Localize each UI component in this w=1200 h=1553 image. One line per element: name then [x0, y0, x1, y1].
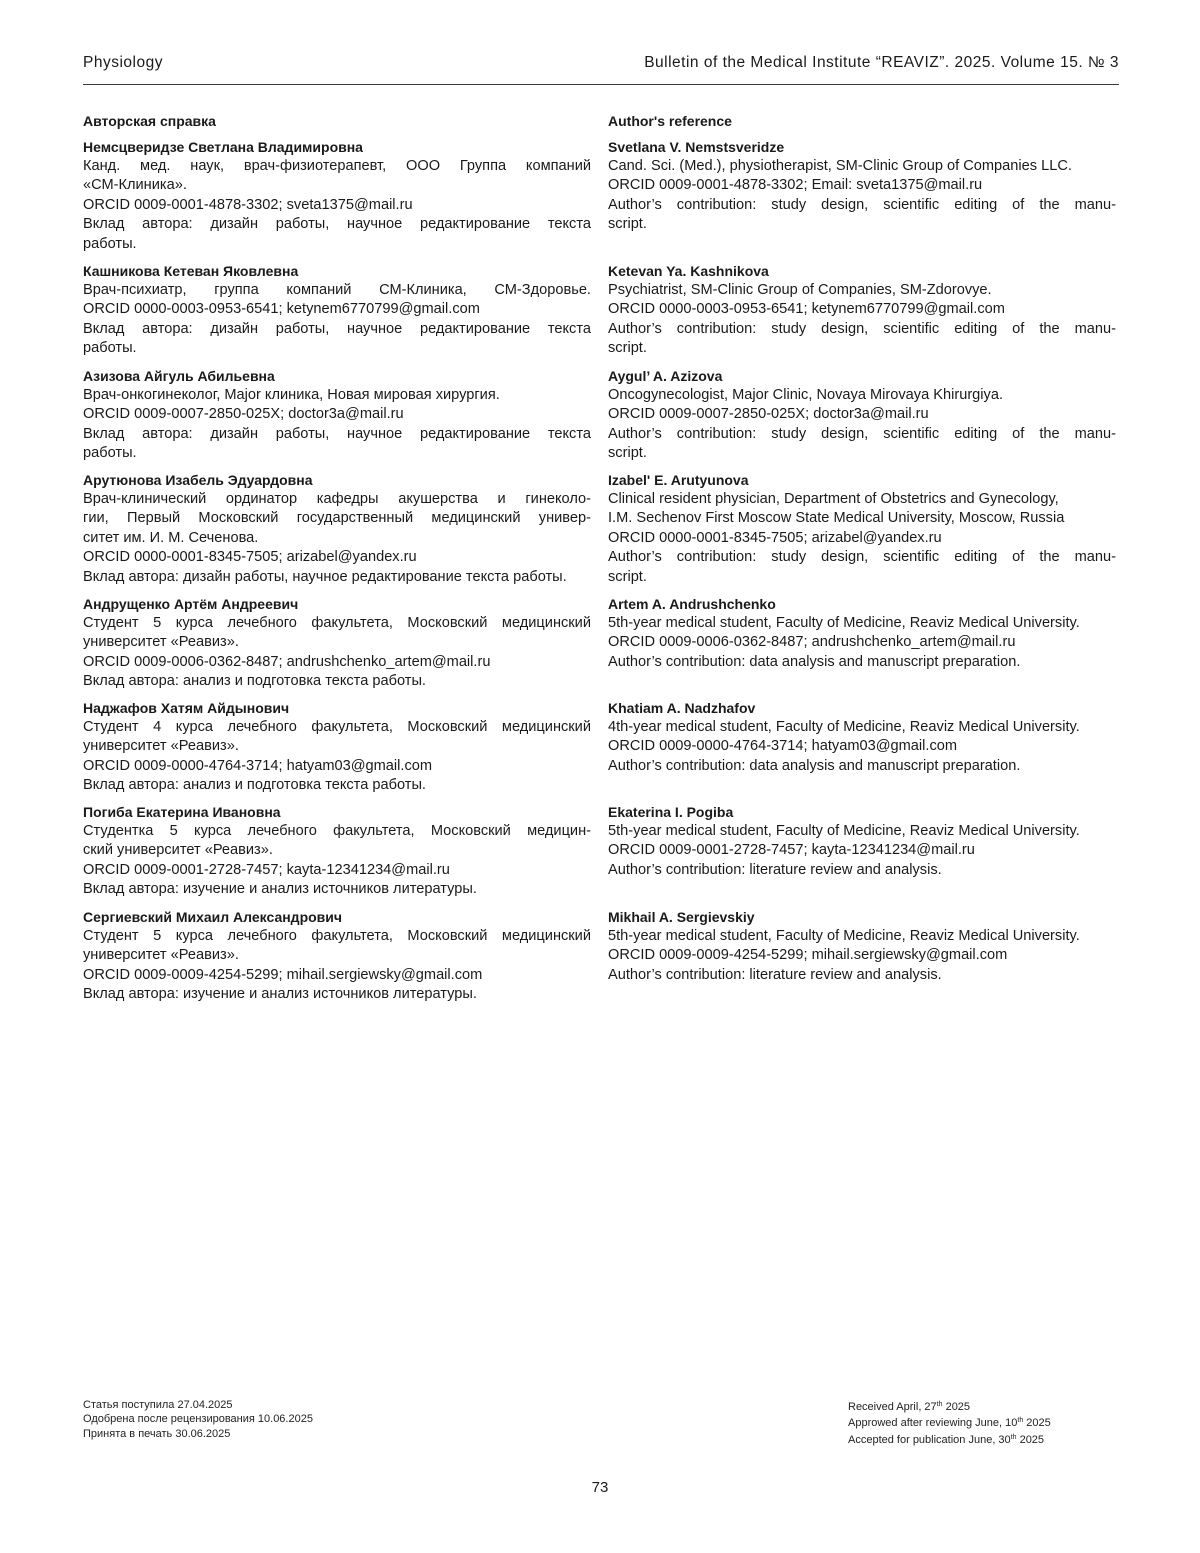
approved-date-en: Approwed after reviewing June, 10th 2025 — [848, 1417, 1051, 1430]
author-info-line: Author’s contribution: study design, scientific editing of the manu- — [608, 320, 1116, 337]
author-info-line: Вклад автора: дизайн работы, научное редактирование текста — [83, 425, 591, 442]
author-name: Svetlana V. Nemstsveridze — [608, 139, 785, 155]
author-info-line: Oncogynecologist, Major Clinic, Novaya Mirovaya Khirurgiya. — [608, 387, 1004, 403]
received-date-en: Received April, 27th 2025 — [848, 1401, 971, 1413]
author-info-line: Author’s contribution: study design, scientific editing of the manu- — [608, 549, 1116, 566]
author-entry-ru — [83, 138, 591, 254]
author-info-line: ORCID 0009-0001-2728-7457; kayta-12341234@mail.ru — [83, 861, 450, 878]
author-info-line: Author’s contribution: data analysis and manuscript preparation. — [608, 653, 1021, 670]
author-info-line: «СМ-Клиника». — [83, 177, 187, 194]
author-name: Наджафов Хатям Айдынович — [83, 700, 290, 716]
author-info-line: Psychiatrist, SM-Clinic Group of Companies, SM-Zdorovye. — [608, 282, 992, 298]
author-entry-ru — [83, 908, 591, 1005]
author-entry-en — [608, 908, 1116, 985]
author-name: Азизова Айгуль Абильевна — [83, 368, 275, 384]
author-info-line: ORCID 0009-0007-2850-025X; doctor3a@mail.ru — [608, 406, 929, 423]
author-info-line: Врач-психиатр, группа компаний СМ-Клиника, СМ-Здоровье. — [83, 282, 591, 298]
author-entry-ru — [83, 803, 591, 900]
author-info-line: ORCID 0009-0001-2728-7457; kayta-12341234@mail.ru — [608, 842, 975, 859]
author-info-line: 5th-year medical student, Faculty of Medicine, Reaviz Medical University. — [608, 928, 1080, 944]
author-info-line: Вклад автора: изучение и анализ источников литературы. — [83, 986, 477, 1003]
author-info-line: ORCID 0009-0001-4878-3302; sveta1375@mail.ru — [83, 196, 413, 213]
approved-date-ru: Одобрена после рецензирования 10.06.2025 — [83, 1413, 313, 1426]
author-info-line: script. — [608, 445, 647, 462]
section-title-ru: Авторская справка — [83, 113, 216, 129]
page-number: 73 — [591, 1479, 609, 1496]
author-info-line: ский университет «Реавиз». — [83, 842, 273, 859]
author-info-line: Cand. Sci. (Med.), physiotherapist, SM-Clinic Group of Companies LLC. — [608, 158, 1072, 174]
section-label: Physiology — [83, 54, 163, 71]
author-entry-en — [608, 471, 1116, 587]
author-entry-ru — [83, 262, 591, 359]
author-info-line: 5th-year medical student, Faculty of Medicine, Reaviz Medical University. — [608, 615, 1080, 631]
author-name: Artem A. Andrushchenko — [608, 596, 776, 612]
running-header — [83, 54, 1119, 85]
author-name: Ketevan Ya. Kashnikova — [608, 263, 769, 279]
author-entry-en — [608, 803, 1116, 880]
author-info-line: ORCID 0000-0003-0953-6541; ketynem6770799@gmail.com — [608, 301, 1005, 318]
author-info-line: ORCID 0009-0000-4764-3714; hatyam03@gmail.com — [608, 738, 958, 755]
author-info-line: работы. — [83, 445, 137, 462]
author-info-line: гии, Первый Московский государственный медицинский универ- — [83, 510, 591, 527]
author-name: Mikhail A. Sergievskiy — [608, 909, 755, 925]
received-date-ru: Статья поступила 27.04.2025 — [83, 1399, 233, 1411]
author-reference-ru — [83, 112, 591, 1003]
author-entry-en — [608, 699, 1116, 776]
author-info-line: Clinical resident physician, Department of Obstetrics and Gynecology, — [608, 491, 1059, 507]
author-info-line: ORCID 0009-0009-4254-5299; mihail.sergiewsky@gmail.com — [83, 966, 483, 983]
author-info-line: Author’s contribution: study design, scientific editing of the manu- — [608, 425, 1116, 442]
author-info-line: работы. — [83, 235, 137, 252]
author-info-line: Студент 4 курса лечебного факультета, Московский медицинский — [83, 719, 591, 735]
author-name: Ekaterina I. Pogiba — [608, 804, 734, 820]
author-entry-en — [608, 595, 1116, 672]
author-info-line: I.M. Sechenov First Moscow State Medical University, Moscow, Russia — [608, 510, 1065, 527]
author-info-line: ORCID 0000-0001-8345-7505; arizabel@yandex.ru — [83, 549, 417, 566]
author-info-line: Врач-онкогинеколог, Major клиника, Новая мировая хирургия. — [83, 387, 500, 403]
author-info-line: ORCID 0009-0001-4878-3302; Email: sveta1375@mail.ru — [608, 177, 983, 194]
article-dates-ru — [83, 1398, 313, 1441]
section-title-en: Author's reference — [608, 113, 732, 129]
author-info-line: ORCID 0009-0006-0362-8487; andrushchenko_artem@mail.ru — [83, 653, 491, 670]
author-info-line: Author’s contribution: data analysis and manuscript preparation. — [608, 757, 1021, 774]
author-info-line: Врач-клинический ординатор кафедры акушерства и гинеколо- — [83, 491, 591, 507]
author-info-line: ORCID 0009-0006-0362-8487; andrushchenko_artem@mail.ru — [608, 634, 1016, 651]
author-info-line: ORCID 0009-0009-4254-5299; mihail.sergiewsky@gmail.com — [608, 947, 1008, 964]
author-name: Андрущенко Артём Андреевич — [83, 596, 299, 612]
author-info-line: Вклад автора: изучение и анализ источников литературы. — [83, 881, 477, 898]
author-entry-ru — [83, 595, 591, 692]
accepted-date-en: Accepted for publication June, 30th 2025 — [848, 1433, 1045, 1446]
author-info-line: Студент 5 курса лечебного факультета, Московский медицинский — [83, 615, 591, 631]
author-info-line: ORCID 0009-0000-4764-3714; hatyam03@gmail.com — [83, 757, 433, 774]
journal-title: Bulletin of the Medical Institute “REAVIZ”. 2025. Volume 15. № 3 — [644, 54, 1119, 71]
author-info-line: Вклад автора: дизайн работы, научное редактирование текста работы. — [83, 568, 567, 585]
author-entry-ru — [83, 471, 591, 587]
author-entry-en — [608, 138, 1116, 235]
author-info-line: script. — [608, 340, 647, 357]
author-info-line: университет «Реавиз». — [83, 738, 239, 755]
author-name: Aygul’ A. Azizova — [608, 368, 723, 384]
author-name: Арутюнова Изабель Эдуардовна — [83, 472, 313, 488]
author-entry-ru — [83, 699, 591, 796]
author-info-line: Вклад автора: дизайн работы, научное редактирование текста — [83, 216, 591, 233]
author-info-line: script. — [608, 216, 647, 233]
author-reference-en — [608, 112, 1116, 983]
author-name: Izabel' E. Arutyunova — [608, 472, 749, 488]
author-info-line: работы. — [83, 340, 137, 357]
author-info-line: университет «Реавиз». — [83, 947, 239, 964]
author-name: Сергиевский Михаил Александрович — [83, 909, 343, 925]
author-info-line: Author’s contribution: literature review and analysis. — [608, 861, 942, 878]
author-entry-en — [608, 367, 1116, 464]
author-info-line: Вклад автора: анализ и подготовка текста работы. — [83, 777, 426, 794]
author-entry-en — [608, 262, 1116, 359]
author-info-line: Студент 5 курса лечебного факультета, Московский медицинский — [83, 928, 591, 944]
author-name: Немсцверидзе Светлана Владимировна — [83, 139, 363, 155]
author-info-line: Author’s contribution: study design, scientific editing of the manu- — [608, 196, 1116, 213]
article-dates-en — [848, 1398, 1051, 1447]
author-info-line: университет «Реавиз». — [83, 634, 239, 651]
author-entry-ru — [83, 367, 591, 464]
author-info-line: Вклад автора: анализ и подготовка текста работы. — [83, 673, 426, 690]
author-info-line: ORCID 0009-0007-2850-025X; doctor3a@mail.ru — [83, 406, 404, 423]
author-name: Погиба Екатерина Ивановна — [83, 804, 281, 820]
author-info-line: ситет им. И. М. Сеченова. — [83, 529, 259, 546]
author-info-line: Вклад автора: дизайн работы, научное редактирование текста — [83, 320, 591, 337]
author-info-line: 4th-year medical student, Faculty of Medicine, Reaviz Medical University. — [608, 719, 1080, 735]
author-info-line: Author’s contribution: literature review and analysis. — [608, 966, 942, 983]
author-info-line: script. — [608, 568, 647, 585]
author-info-line: ORCID 0000-0003-0953-6541; ketynem6770799@gmail.com — [83, 301, 480, 318]
author-info-line: ORCID 0000-0001-8345-7505; arizabel@yandex.ru — [608, 529, 942, 546]
author-info-line: Студентка 5 курса лечебного факультета, Московский медицин- — [83, 823, 591, 839]
author-name: Кашникова Кетеван Яковлевна — [83, 263, 299, 279]
accepted-date-ru: Принята в печать 30.06.2025 — [83, 1427, 231, 1440]
author-name: Khatiam A. Nadzhafov — [608, 700, 756, 716]
author-info-line: Канд. мед. наук, врач-физиотерапевт, ООО Группа компаний — [83, 158, 591, 174]
author-info-line: 5th-year medical student, Faculty of Medicine, Reaviz Medical University. — [608, 823, 1080, 839]
